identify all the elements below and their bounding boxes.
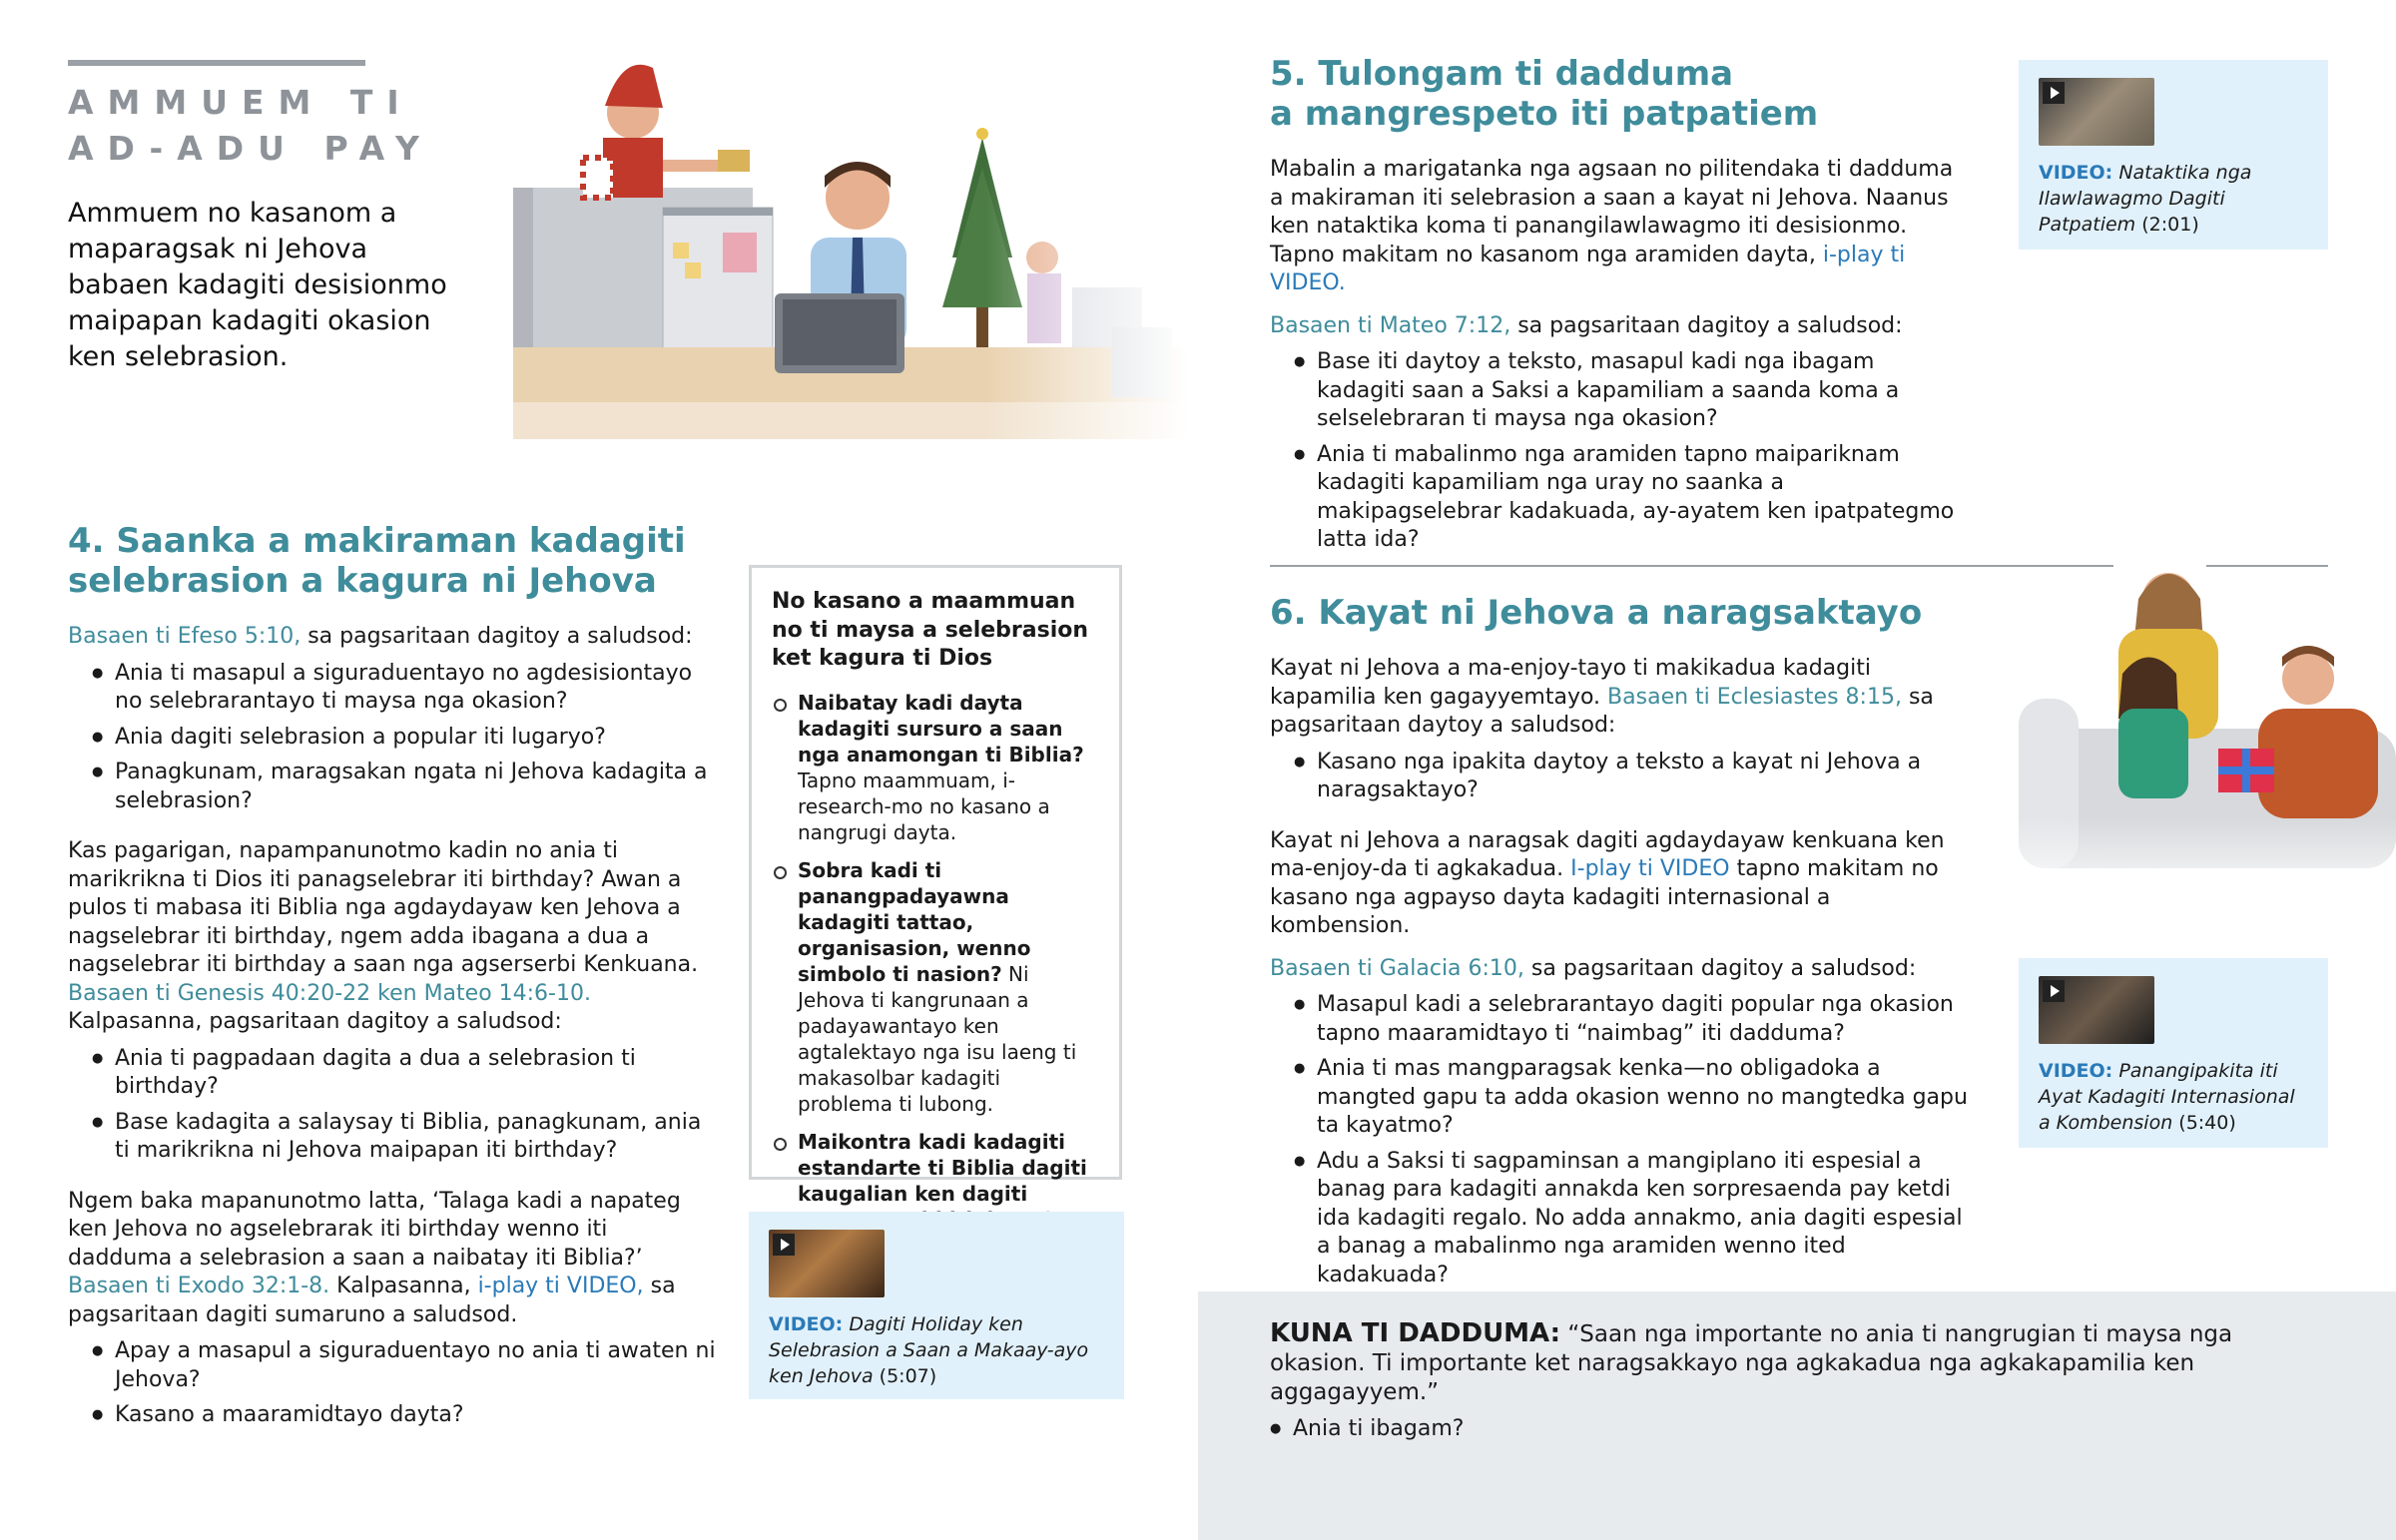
video-thumbnail[interactable] bbox=[2039, 976, 2154, 1044]
video-thumbnail[interactable] bbox=[769, 1230, 885, 1297]
paragraph-2-rest: Kalpasanna, pagsaritaan dagitoy a saludsod: bbox=[68, 1009, 562, 1034]
paragraph-1-rest: sa pagsaritaan daytoy a saludsod: bbox=[1270, 684, 1934, 738]
paragraph-2-rest: tapno makitam no kasano nga agpayso dayta kadagiti internasional a kombension. bbox=[1270, 856, 1939, 938]
reading-rest: sa pagsaritaan dagitoy a saludsod: bbox=[1510, 312, 1903, 338]
video-caption bbox=[2039, 1058, 2308, 1136]
section-4-title-line-2: selebrasion a kagura ni Jehova bbox=[68, 561, 657, 601]
paragraph-2-text: Kayat ni Jehova a naragsak dagiti agdaydayaw kenkuana ken ma-enjoy-da ti agkakadua. bbox=[1270, 827, 1945, 881]
video-card-convention[interactable] bbox=[2019, 958, 2328, 1148]
paragraph-3-mid: Kalpasanna, bbox=[329, 1274, 478, 1298]
video-title: Nataktika nga Ilawlawagmo Dagiti Patpatiem bbox=[2039, 162, 2252, 236]
section-4 bbox=[68, 521, 717, 1437]
scripture-link-eclesiastes[interactable]: Basaen ti Eclesiastes 8:15, bbox=[1607, 684, 1902, 710]
section-4-paragraph-3 bbox=[68, 1188, 717, 1330]
list-item: ● Panagkunam, maragsakan ngata ni Jehova kadagita a selebrasion? bbox=[68, 759, 717, 815]
section-5-paragraph-1 bbox=[1270, 156, 1959, 298]
section-6-paragraph-2 bbox=[1270, 827, 1969, 941]
list-item: ● Ania dagiti selebrasion a popular iti lugaryo? bbox=[68, 724, 717, 753]
criteria-item bbox=[772, 857, 1099, 1117]
footer-lead: KUNA TI DADDUMA: bbox=[1270, 1318, 1561, 1348]
criteria-question: Naibatay kadi dayta kadagiti sursuro a saan nga anamongan ti Biblia? bbox=[798, 690, 1084, 767]
top-rule bbox=[68, 60, 365, 66]
scripture-link-mateo[interactable]: Basaen ti Mateo 7:12, bbox=[1270, 312, 1511, 338]
scripture-link-exodo[interactable]: Basaen ti Exodo 32:1-8. bbox=[68, 1274, 330, 1298]
video-duration: (5:07) bbox=[879, 1365, 937, 1387]
list-item: ● Ania ti ibagam? bbox=[1246, 1415, 2268, 1444]
section-4-questions-1 bbox=[68, 660, 717, 816]
list-item: ● Ania ti mas mangparagsak kenka—no obligadoka a mangted gapu ta adda okasion wenno no mangtedka gapu ta kayatmo? bbox=[1270, 1055, 1969, 1141]
video-duration: (5:40) bbox=[2178, 1112, 2236, 1134]
section-4-title bbox=[68, 521, 717, 601]
section-4-title-line-1: 4. Saanka a makiraman kadagiti bbox=[68, 521, 686, 561]
section-6-questions-2 bbox=[1270, 991, 1969, 1289]
play-video-link[interactable]: i-play ti VIDEO. bbox=[1270, 242, 1906, 295]
intro-text: Ammuem no kasanom a maparagsak ni Jehova babaen kadagiti desisionmo maipapan kadagiti okasion ken selebrasion. bbox=[68, 198, 447, 372]
paragraph-3-rest: sa pagsaritaan dagiti sumaruno a saludsod. bbox=[68, 1274, 676, 1327]
footer-questions bbox=[1246, 1415, 2268, 1444]
video-thumbnail[interactable] bbox=[2039, 78, 2154, 146]
criteria-question: Sobra kadi ti panangpadayawna kadagiti tattao, organisasion, wenno simbolo ti nasion? bbox=[798, 857, 1031, 986]
scripture-link-genesis-mateo[interactable]: Basaen ti Genesis 40:20-22 ken Mateo 14:6-10. bbox=[68, 980, 591, 1006]
play-icon[interactable] bbox=[2043, 82, 2065, 104]
video-title: Panangipakita iti Ayat Kadagiti Internasional a Kombension bbox=[2039, 1060, 2295, 1134]
reading-rest: sa pagsaritaan dagitoy a saludsod: bbox=[1523, 955, 1917, 981]
scripture-link-efeso[interactable]: Basaen ti Efeso 5:10, bbox=[68, 624, 301, 649]
section-5-title-line-2: a mangrespeto iti patpatiem bbox=[1270, 94, 1819, 134]
video-duration: (2:01) bbox=[2141, 214, 2199, 236]
section-divider bbox=[1270, 565, 2113, 567]
section-5-title-line-1: 5. Tulongam ti dadduma bbox=[1270, 54, 1734, 94]
paragraph-1-text: Kayat ni Jehova a ma-enjoy-tayo ti makikadua kadagiti kapamilia ken gagayyemtayo. bbox=[1270, 656, 1871, 710]
section-6-paragraph-1 bbox=[1270, 655, 1969, 741]
criteria-box bbox=[749, 565, 1122, 1206]
section-5-questions bbox=[1270, 348, 1959, 555]
list-item: ● Masapul kadi a selebrarantayo dagiti popular nga okasion tapno maaramidtayo ti “naimbag” iti dadduma? bbox=[1270, 991, 1969, 1048]
criteria-list bbox=[772, 690, 1099, 1284]
criteria-answer: Ni Jehova ti kangrunaan a padayawantayo ken agtalektayo nga isu laeng ti makasolbar kadagiti problema ti lubong. bbox=[798, 961, 1077, 1116]
family-gift-image bbox=[2019, 549, 2396, 908]
video-label: VIDEO: bbox=[769, 1313, 844, 1335]
criteria-item bbox=[772, 690, 1099, 845]
footer-quote-text: “Saan nga importante no ania ti nangrugian ti maysa nga okasion. Ti importante ket naragsakkayo nga agkakadua nga agkakapamilia ken aggagayyem.” bbox=[1270, 1321, 2233, 1405]
paragraph-3-text: Ngem baka mapanunotmo latta, ‘Talaga kadi a napateg ken Jehova no agselebrarak iti birthday wenno iti dadduma a selebrasion a saan a naibatay iti Biblia?’ bbox=[68, 1188, 681, 1271]
video-card-holidays[interactable] bbox=[749, 1212, 1124, 1399]
video-caption bbox=[769, 1311, 1104, 1389]
play-icon[interactable] bbox=[2043, 980, 2065, 1002]
paragraph-text: Mabalin a marigatanka nga agsaan no pilitendaka ti dadduma a makiraman iti selebrasion a saan a kayat ni Jehova. Naanus ken nataktika koma ti panangilawlawagmo iti desisionmo. Tapno makitam no kasanom nga aramiden dayta, bbox=[1270, 157, 1954, 267]
family-illustration bbox=[2019, 549, 2396, 908]
scripture-link-galacia[interactable]: Basaen ti Galacia 6:10, bbox=[1270, 955, 1524, 981]
paragraph-2-text: Kas pagarigan, napampanunotmo kadin no ania ti marikrikna ti Dios iti panagselebrar iti birthday? Awan a pulos ti mabasa iti Biblia nga agdaydayaw ken Jehova a nagselebrar iti birthday, ngem adda ibagana a dua a nagselebrar iti birthday a saan nga agserserbi Kenkuana. bbox=[68, 838, 699, 977]
criteria-box-title: No kasano a maammuan no ti maysa a selebrasion ket kagura ti Dios bbox=[772, 589, 1089, 671]
section-6-reading bbox=[1270, 955, 1969, 984]
footer-quote bbox=[1270, 1319, 2268, 1451]
video-title: Dagiti Holiday ken Selebrasion a Saan a Makaay-ayo ken Jehova bbox=[769, 1313, 1089, 1387]
others-say-footer bbox=[1198, 1291, 2396, 1540]
reading-1-rest: sa pagsaritaan dagitoy a saludsod: bbox=[300, 624, 693, 649]
list-item: ● Ania ti masapul a siguraduentayo no agdesisiontayo no selebrarantayo ti maysa nga okasion? bbox=[68, 660, 717, 717]
list-item: ● Ania ti pagpadaan dagita a dua a selebrasion ti birthday? bbox=[68, 1045, 717, 1102]
section-5-title bbox=[1270, 54, 1959, 134]
criteria-answer: Tapno maammuam, i-research-mo no kasano a nangrugi dayta. bbox=[798, 768, 1050, 844]
section-4-paragraph-2 bbox=[68, 837, 717, 1037]
list-item: ● Apay a masapul a siguraduentayo no ania ti awaten ni Jehova? bbox=[68, 1337, 717, 1394]
list-item: ● Ania ti mabalinmo nga aramiden tapno maipariknam kadagiti kapamiliam nga uray no saanka a makipagselebrar kadakuada, ay-ayatem ken ipatpategmo latta ida? bbox=[1270, 441, 1959, 555]
office-illustration bbox=[513, 58, 1188, 439]
criteria-question: Maikontra kadi kadagiti estandarte ti Biblia dagiti kaugalian ken dagiti bbox=[798, 1129, 1087, 1206]
section-6-questions-1 bbox=[1270, 749, 1969, 805]
kicker-line-1: AMMUEM TI bbox=[68, 83, 413, 122]
list-item: ● Adu a Saksi ti sagpaminsan a mangiplano iti espesial a banag para kadagiti annakda ken sorpresaenda pay ketdi ida kadagiti regalo. No adda annakmo, ania dagiti espesial a banag a mabalinmo nga aramiden wenno ited kadakuada? bbox=[1270, 1148, 1969, 1290]
list-item: ● Base kadagita a salaysay ti Biblia, panagkunam, ania ti marikrikna ni Jehova maipapan iti birthday? bbox=[68, 1109, 717, 1166]
list-item: ● Base iti daytoy a teksto, masapul kadi nga ibagam kadagiti saan a Saksi a kapamiliam a saanda koma a selselebraran ti maysa nga okasion? bbox=[1270, 348, 1959, 434]
list-item: ● Kasano a maaramidtayo dayta? bbox=[68, 1401, 717, 1430]
kicker-line-2: AD-ADU PAY bbox=[68, 129, 433, 168]
section-4-questions-3 bbox=[68, 1337, 717, 1430]
video-label: VIDEO: bbox=[2039, 1060, 2113, 1082]
play-icon[interactable] bbox=[773, 1234, 795, 1256]
play-video-link[interactable]: i-play ti VIDEO, bbox=[477, 1274, 644, 1298]
play-video-link[interactable]: I-play ti VIDEO bbox=[1570, 856, 1730, 881]
video-label: VIDEO: bbox=[2039, 162, 2113, 184]
section-5-reading bbox=[1270, 312, 1959, 341]
video-caption bbox=[2039, 160, 2308, 238]
section-4-reading-1 bbox=[68, 623, 717, 652]
section-4-questions-2 bbox=[68, 1045, 717, 1166]
section-6 bbox=[1270, 593, 1969, 1296]
section-5 bbox=[1270, 54, 1959, 562]
list-item: ● Kasano nga ipakita daytoy a teksto a kayat ni Jehova a naragsaktayo? bbox=[1270, 749, 1969, 805]
office-scene-image bbox=[513, 58, 1188, 439]
video-card-tactful[interactable] bbox=[2019, 60, 2328, 250]
section-6-title: 6. Kayat ni Jehova a naragsaktayo bbox=[1270, 593, 1923, 633]
section-kicker bbox=[68, 80, 487, 172]
